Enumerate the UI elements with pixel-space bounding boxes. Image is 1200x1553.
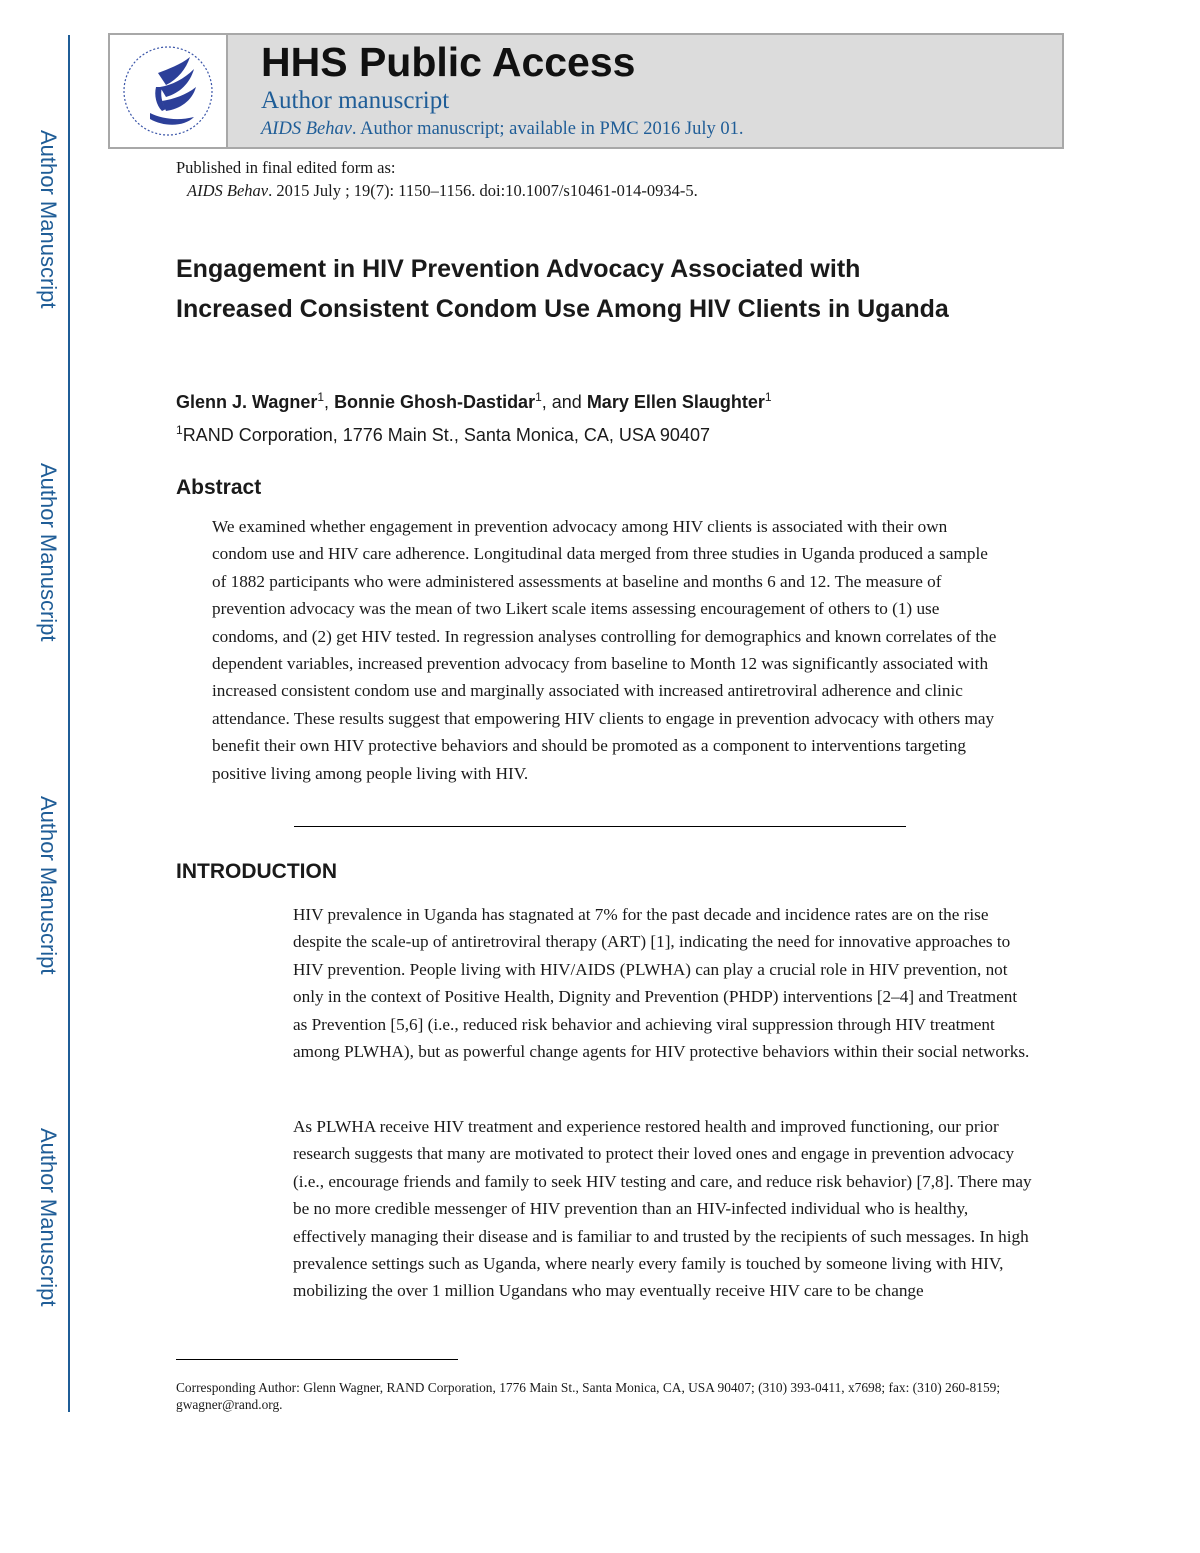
abstract-divider [294,826,906,827]
side-label-author-manuscript: Author Manuscript [36,130,61,309]
hhs-banner [108,33,1064,149]
publication-info [176,156,698,202]
citation-text: . 2015 July ; 19(7): 1150–1156. doi:10.1007/s10461-014-0934-5. [268,181,698,200]
banner-body [228,35,1062,147]
banner-subtitle: Author manuscript [261,87,450,114]
author-list [176,390,772,413]
introduction-heading: INTRODUCTION [176,860,337,883]
abstract-heading: Abstract [176,476,262,499]
author-affil-mark: 1 [764,390,772,404]
hhs-logo [110,35,228,147]
citation-journal[interactable]: AIDS Behav [187,181,269,200]
author-name: Mary Ellen Slaughter [586,392,765,412]
journal-name[interactable]: AIDS Behav [261,119,352,139]
affiliation-text: RAND Corporation, 1776 Main St., Santa Monica, CA, USA 90407 [182,425,710,445]
affiliation [176,423,710,446]
side-label-author-manuscript: Author Manuscript [36,796,61,975]
article-title: Engagement in HIV Prevention Advocacy Associated with Increased Consistent Condom Use Among HIV Clients in Uganda [176,255,949,323]
author-affil-mark: 1 [317,390,325,404]
author-separator: , [324,392,335,412]
body-paragraph: As PLWHA receive HIV treatment and experience restored health and improved functioning, our prior research suggests that many are motivated to protect their loved ones and engage in prevention advocacy (i.e., encourage friends and family to seek HIV testing and care, and reduce risk behavior) [7,8]. There may be no more credible messenger of HIV prevention than an HIV-infected individual who is healthy, effectively managing their disease and is familiar to and trusted by the recipients of such messages. In high prevalence settings such as Uganda, where nearly every family is touched by someone living with HIV, mobilizing the over 1 million Ugandans who may eventually receive HIV care to be change [293,1117,1032,1301]
margin-rule [68,35,70,1412]
abstract-text: We examined whether engagement in prevention advocacy among HIV clients is associated with their own condom use and HIV care adherence. Longitudinal data merged from three studies in Uganda produced a sample of 1882 participants who were administered assessments at baseline and months 6 and 12. The measure of prevention advocacy was the mean of two Likert scale items assessing encouragement of others to (1) use condoms, and (2) get HIV tested. In regression analyses controlling for demographics and known correlates of the dependent variables, increased prevention advocacy from baseline to Month 12 was significantly associated with increased consistent condom use and marginally associated with increased antiretroviral adherence and clinic attendance. These results suggest that empowering HIV clients to engage in prevention advocacy with others may benefit their own HIV protective behaviors and should be promoted as a component to interventions targeting positive living among people living with HIV. [212,517,997,783]
author-name: Bonnie Ghosh-Dastidar [334,392,536,412]
citation [176,179,698,202]
side-label-author-manuscript: Author Manuscript [36,1128,61,1307]
banner-availability [261,119,743,140]
affiliation-mark: 1 [176,423,183,437]
author-name: Glenn J. Wagner [176,392,318,412]
published-label: Published in final edited form as: [176,158,396,177]
banner-title: HHS Public Access [261,39,636,85]
availability-text: . Author manuscript; available in PMC 2016 July 01. [351,119,744,139]
author-separator: , and [541,392,587,412]
body-paragraph: HIV prevalence in Uganda has stagnated at 7% for the past decade and incidence rates are on the rise despite the scale-up of antiretroviral therapy (ART) [1], indicating the need for innovative approaches to HIV prevention. People living with HIV/AIDS (PLWHA) can play a crucial role in HIV prevention, not only in the context of Positive Health, Dignity and Prevention (PHDP) interventions [2–4] and Treatment as Prevention [5,6] (i.e., reduced risk behavior and achieving viral suppression through HIV treatment among PLWHA), but as powerful change agents for HIV protective behaviors within their social networks. [293,905,1030,1062]
footnote-divider [176,1359,458,1360]
hhs-eagle-logo-icon [120,43,216,139]
side-label-author-manuscript: Author Manuscript [36,463,61,642]
author-affil-mark: 1 [535,390,542,404]
corresponding-author-footnote: Corresponding Author: Glenn Wagner, RAND Corporation, 1776 Main St., Santa Monica, CA, USA 90407; (310) 393-0411, x7698; fax: (310) 260-8159; gwagner@rand.org. [176,1380,1001,1412]
